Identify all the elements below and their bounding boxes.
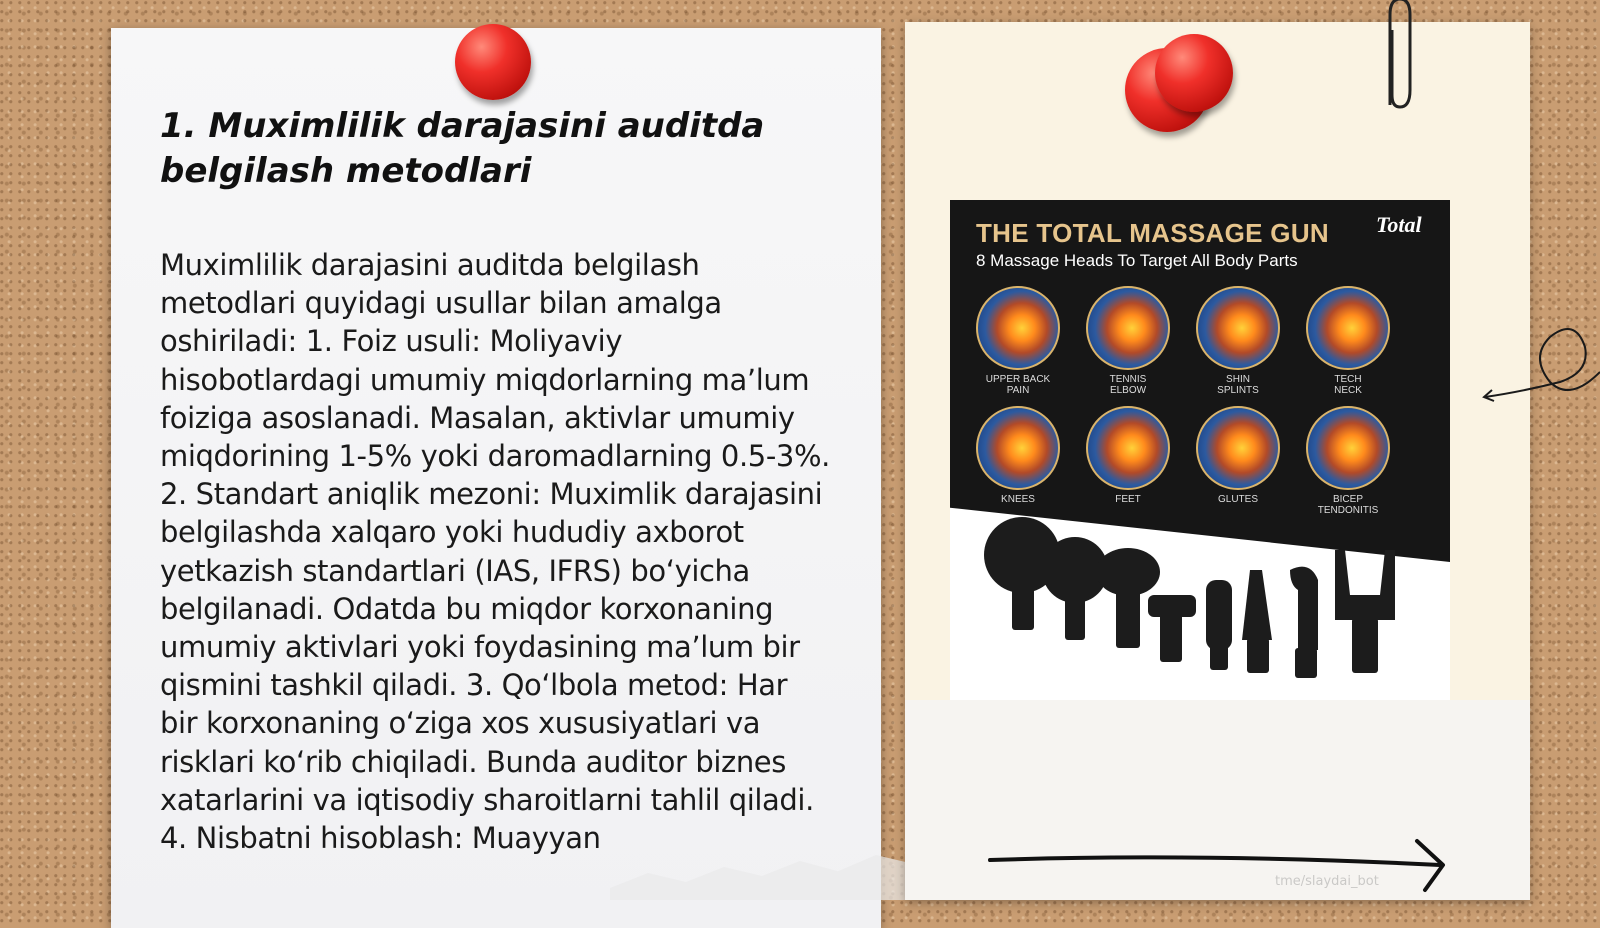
body-part-icon xyxy=(1086,406,1170,490)
red-pushpin-left xyxy=(455,24,531,100)
target-area-tech-neck xyxy=(1293,286,1403,396)
watermark-text: tme/slaydai_bot xyxy=(1275,874,1379,889)
brand-logo: Total xyxy=(1376,212,1422,237)
body-part-icon xyxy=(1086,286,1170,370)
target-label: KNEES xyxy=(1001,494,1035,505)
paperclip-icon xyxy=(1380,0,1414,115)
target-label: SHIN SPLINTS xyxy=(1217,374,1259,396)
note-heading: 1. Muximlilik darajasini auditda belgilash metodlari xyxy=(160,106,765,191)
massage-head-attachments-image xyxy=(950,500,1450,700)
body-part-icon xyxy=(1196,406,1280,490)
target-area-shin-splints xyxy=(1183,286,1293,396)
target-area-glutes xyxy=(1183,406,1293,505)
target-label: FEET xyxy=(1115,494,1141,505)
product-subtitle: 8 Massage Heads To Target All Body Parts xyxy=(976,251,1298,270)
target-area-knees xyxy=(963,406,1073,505)
target-label: TECH NECK xyxy=(1334,374,1362,396)
body-part-icon xyxy=(1306,286,1390,370)
red-pushpin-right-front xyxy=(1155,34,1233,112)
massage-gun-product-image xyxy=(950,200,1450,700)
body-part-icon xyxy=(1306,406,1390,490)
target-area-feet xyxy=(1073,406,1183,505)
target-label: UPPER BACK PAIN xyxy=(985,374,1051,396)
note-body-text: Muximlilik darajasini auditda belgilash metodlari quyidagi usullar bilan amalga oshiriladi: 1. Foiz usuli: Moliyaviy hisobotlardagi umumiy miqdorlarning ma’lum foiziga asoslanadi. Masalan, aktivlar umumiy miqdorining 1-5% yoki daromadlarning 0.5-3%. 2. Standart aniqlik mezoni: Muximlik darajasini belgilashda xalqaro yoki hududiy axborot yetkazish standartlari (IAS, IFRS) bo‘yicha belgilanadi. Odatda bu miqdor korxonaning umumiy aktivlari yoki foydasining ma’lum bir qismini tashkil qiladi. 3. Qo‘lbola metod: Har bir korxonaning o‘ziga xos xususiyatlari va risklari ko‘rib chiqiladi. Bunda auditor biznes xatarlarini va iqtisodiy sharoitlarni tahlil qiladi. 4. Nisbatni hisoblash: Muayyan xyxy=(160,248,830,856)
doodle-loop-arrow-icon xyxy=(1480,312,1600,412)
target-label: GLUTES xyxy=(1217,494,1258,505)
body-part-icon xyxy=(976,286,1060,370)
target-label: BICEP TENDONITIS xyxy=(1317,494,1379,516)
target-area-tennis-elbow xyxy=(1073,286,1183,396)
body-part-icon xyxy=(976,406,1060,490)
target-area-upper-back xyxy=(963,286,1073,396)
body-part-icon xyxy=(1196,286,1280,370)
target-label: TENNIS ELBOW xyxy=(1109,374,1147,396)
right-arrow-icon xyxy=(985,835,1455,895)
product-title: THE TOTAL MASSAGE GUN xyxy=(976,218,1329,248)
